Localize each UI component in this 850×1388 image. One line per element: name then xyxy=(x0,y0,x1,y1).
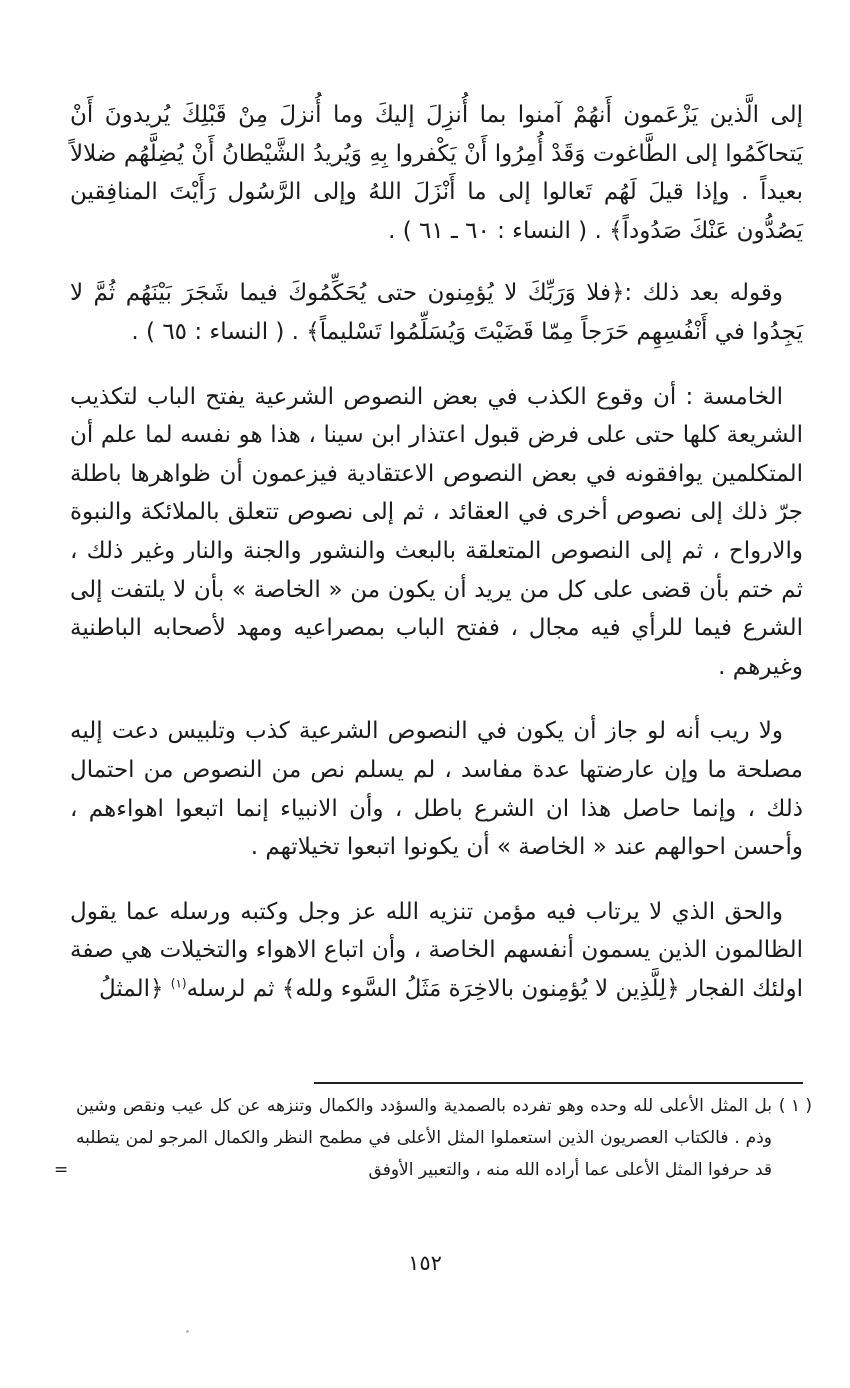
paragraph-quran-quote-2: وقوله بعد ذلك :﴿فلا وَرَبِّكَ لا يُؤمِنون حتى يُحَكِّمُوكَ فيما شَجَرَ بَيْنَهُم ثُمَّ لا يَجِدُوا في أَنْفُسِهِم حَرَجاً مِمّا قَضَيْتَ وَيُسَلِّمُوا تَسْليماً﴾ . ( النساء : ٦٥ ) . xyxy=(70,280,803,345)
paragraph-truth xyxy=(70,893,803,1009)
footnote-number: ( ١ ) xyxy=(778,1096,812,1116)
page-number: ١٥٢ xyxy=(408,1251,442,1275)
footnote-body: بل المثل الأعلى لله وحده وهو تفرده بالصمدية والسؤدد والكمال وتنزهه عن كل عيب ونقص وشين وذم . فالكتاب العصريون الذين استعملوا المثل الأعلى في مطمح النظر والكمال المرجو لمن يتطلبه قد حرفوا المثل الأعلى عما أراده الله منه ، والتعبير الأوفق xyxy=(76,1096,772,1180)
footnote-text xyxy=(54,1090,772,1186)
footnote-continuation-mark: = xyxy=(54,1160,69,1180)
paragraph-no-doubt: ولا ريب أنه لو جاز أن يكون في النصوص الشرعية كذب وتلبيس دعت إليه مصلحة ما وإن عارضتها عدة مفاسد ، لم يسلم نص من النصوص من احتمال ذلك ، وإنما حاصل هذا ان الشرع باطل ، وأن الانبياء إنما اتبعوا اهواءهم ، وأحسن احوالهم عند « الخاصة » أن يكونوا اتبعوا تخيلاتهم . xyxy=(70,718,803,861)
footnote xyxy=(52,1090,812,1186)
paragraph-fifth-point: الخامسة : أن وقوع الكذب في بعض النصوص الشرعية يفتح الباب لتكذيب الشريعة كلها حتى على فرض قبول اعتذار ابن سينا ، هذا هو نفسه لما علم أن المتكلمين يوافقونه في بعض النصوص الاعتقادية فيزعمون أن ظواهرها باطلة جرّ ذلك إلى نصوص أخرى في العقائد ، ثم إلى نصوص تتعلق بالملائكة والنبوة والارواح ، ثم إلى النصوص المتعلقة بالبعث والنشور والجنة والنار وغير ذلك ، ثم ختم بأن قضى على كل من يريد أن يكون من « الخاصة » بأن لا يلتفت إلى الشرع فيما للرأي فيه مجال ، ففتح الباب بمصراعيه ومهد لأصحابه الباطنية وغيرهم . xyxy=(70,383,803,680)
main-text xyxy=(70,96,803,1034)
paragraph-quran-quote-1: إلى الَّذين يَزْعَمون أَنهُمْ آمنوا بما أُنزِلَ إليكَ وما أُنزلَ مِنْ قَبْلِكَ يُريدونَ أَنْ يَتحاكَمُوا إلى الطَّاغوت وَقَدْ أُمِرُوا أَنْ يَكْفروا بِهِ وَيُريدُ الشَّيْطانُ أَنْ يُضِلَّهُم ضلالاً بعيداً . وإذا قيلَ لَهُم تَعالوا إلى ما أَنْزَلَ اللهُ وإلى الرَّسُول رَأَيْتَ المنافِقين يَصُدُّون عَنْكَ صَدُوداً﴾ . ( النساء : ٦٠ ـ ٦١ ) . xyxy=(70,102,803,244)
paragraph-truth-continuation: ﴿المثلُ xyxy=(98,975,164,1002)
scan-speck xyxy=(186,1330,189,1333)
footnote-marker[interactable]: (١) xyxy=(170,976,187,991)
footnote-divider xyxy=(314,1082,803,1084)
paragraph-truth-text: والحق الذي لا يرتاب فيه مؤمن تنزيه الله عز وجل وكتبه ورسله عما يقول الظالمون الذين يسمون أنفسهم الخاصة ، وأن اتباع الاهواء والتخيلات هي صفة اولئك الفجار ﴿لِلَّذِين لا يُؤمِنون بالاخِرَة مَثَلُ السَّوء ولله﴾ ثم لرسله xyxy=(70,898,803,1002)
